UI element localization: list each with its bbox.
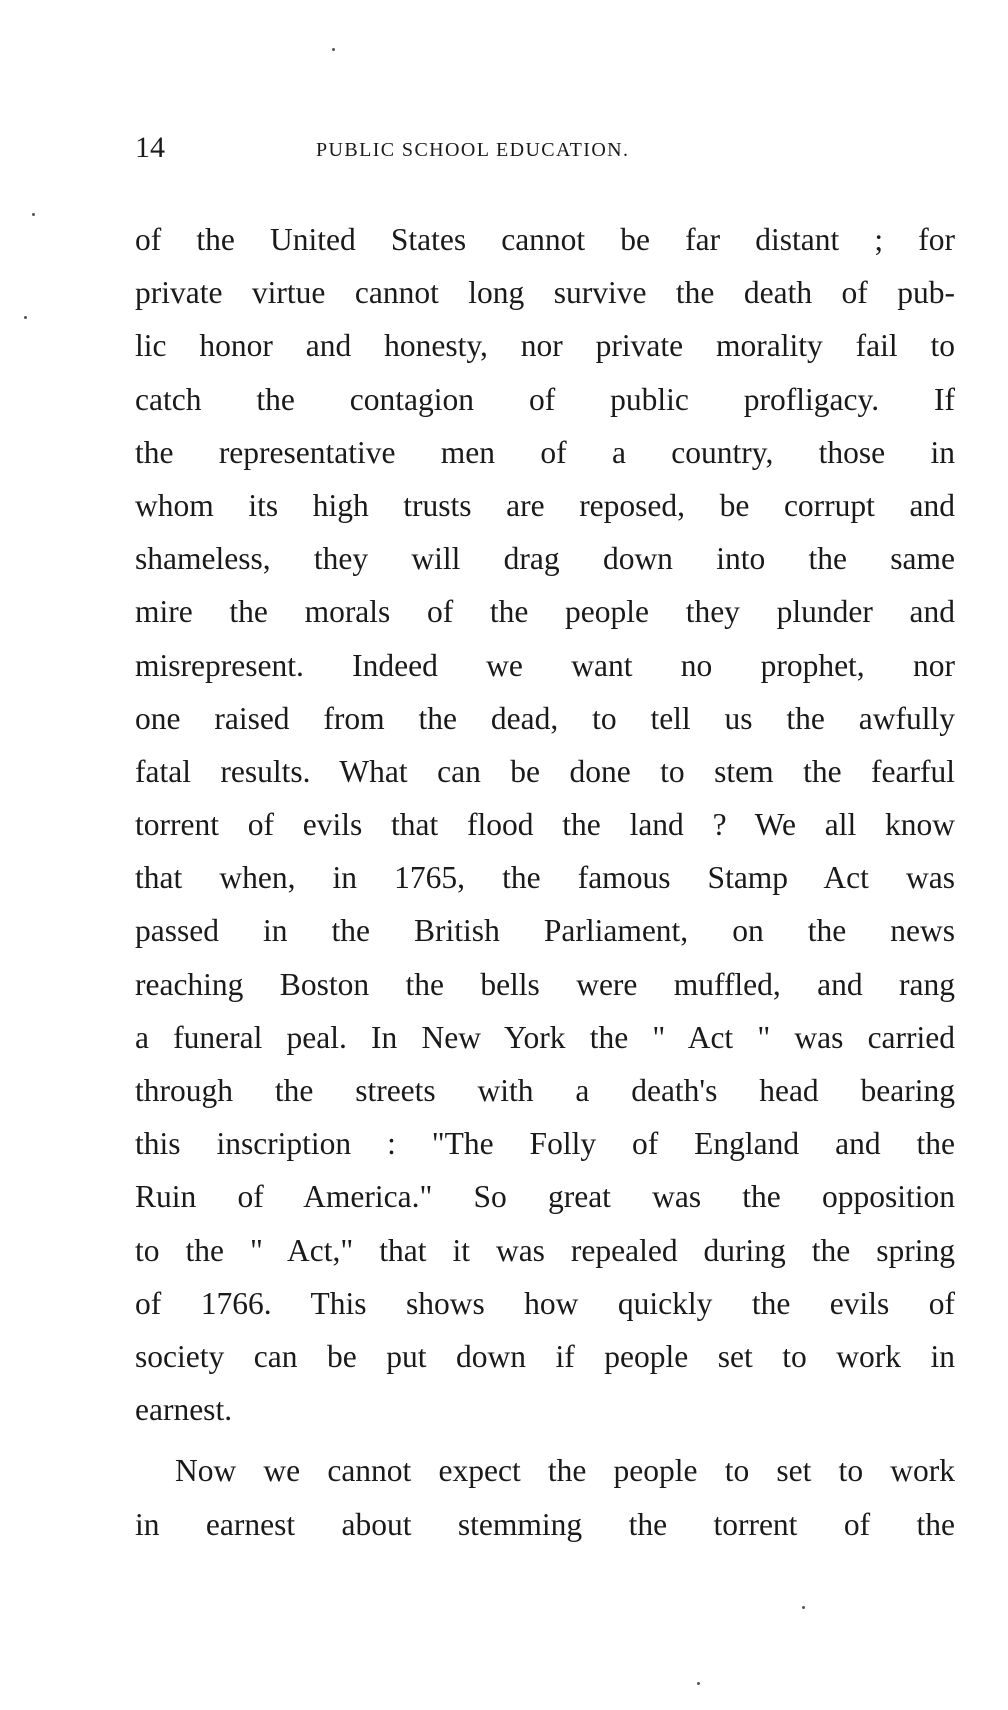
text-line: mire the morals of the people they plunder and: [135, 594, 955, 630]
running-head: [135, 128, 955, 168]
text-line: fatal results. What can be done to stem the fearful: [135, 753, 955, 789]
text-line: of 1766. This shows how quickly the evils of: [135, 1285, 955, 1321]
text-line: reaching Boston the bells were muffled, and rang: [135, 966, 955, 1002]
text-line: passed in the British Parliament, on the news: [135, 913, 955, 949]
paper-speck: [332, 48, 335, 51]
text-line: to the " Act," that it was repealed during the spring: [135, 1232, 955, 1268]
text-line: Ruin of America." So great was the opposition: [135, 1179, 955, 1215]
paper-speck: [802, 1606, 805, 1609]
text-line: one raised from the dead, to tell us the awfully: [135, 700, 955, 736]
text-line: earnest.: [135, 1392, 233, 1428]
paragraph: [135, 213, 955, 1436]
running-title: PUBLIC SCHOOL EDUCATION.: [316, 139, 630, 161]
text-line: Now we cannot expect the people to set to work: [175, 1453, 955, 1489]
text-line: shameless, they will drag down into the same: [135, 541, 955, 577]
text-line: of the United States cannot be far distant ; for: [135, 222, 955, 257]
text-line: a funeral peal. In New York the " Act " was carried: [135, 1019, 955, 1055]
paper-speck: [697, 1682, 700, 1685]
text-line: through the streets with a death's head bearing: [135, 1073, 955, 1108]
paper-speck: [32, 213, 35, 216]
text-line: catch the contagion of public profligacy. If: [135, 381, 955, 417]
text-line: whom its high trusts are reposed, be corrupt and: [135, 487, 955, 523]
paragraph: [135, 1444, 955, 1550]
text-line: private virtue cannot long survive the death of pub-: [135, 275, 955, 311]
text-line: society can be put down if people set to work in: [135, 1338, 955, 1374]
text-line: the representative men of a country, those in: [135, 434, 955, 470]
text-line: lic honor and honesty, nor private morality fail to: [135, 328, 955, 364]
page-number: 14: [135, 131, 165, 164]
text-line: that when, in 1765, the famous Stamp Act was: [135, 860, 955, 896]
paper-speck: [24, 316, 27, 319]
text-line: misrepresent. Indeed we want no prophet, nor: [135, 647, 955, 683]
body-text: [135, 213, 955, 1551]
text-line: torrent of evils that flood the land ? We all know: [135, 807, 955, 843]
text-line: in earnest about stemming the torrent of the: [135, 1506, 955, 1542]
text-line: this inscription : "The Folly of England and the: [135, 1126, 955, 1162]
